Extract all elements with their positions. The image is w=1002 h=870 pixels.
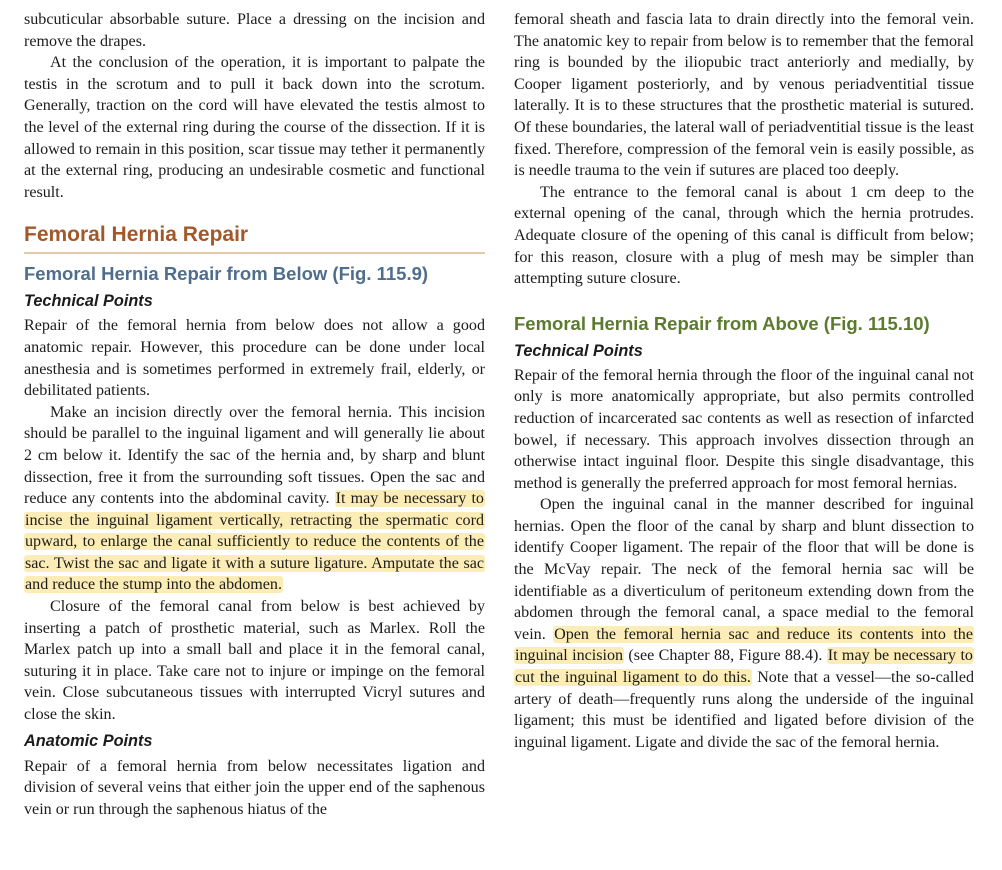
- right-column: [514, 0, 974, 753]
- left-column: [24, 0, 485, 820]
- technical-points-heading: Technical Points: [24, 292, 153, 311]
- incision-text: Make an incision directly over the femoral hernia. This incision should be parallel to the inguinal ligament and will generally lie about 2 cm below it. Identify the sac of the hernia and, by sharp and blunt dissection, free it from the surrounding soft tissues. Open the sac and reduce any contents into the abdominal cavity.: [24, 403, 485, 508]
- paragraph-anatomic: Repair of a femoral hernia from below necessitates ligation and division of several veins that either join the upper end of the saphenous vein or run through the saphenous hiatus of the: [24, 757, 485, 818]
- paragraph-femoral-sheath: femoral sheath and fascia lata to drain directly into the femoral vein. The anatomic key to repair from below is to remember that the femoral ring is bounded by the iliopubic tract anteriorly and medially, by Cooper ligament posteriorly, and by venous periadventitial tissue laterally. It is to these structures that the prosthetic material is sutured. Of these boundaries, the lateral wall of periadventitial tissue is the least fixed. Therefore, compression of the femoral vein is easily possible, as is needle trauma to the vein if sutures are placed too deeply.: [514, 11, 974, 180]
- paragraph-entrance: The entrance to the femoral canal is about 1 cm deep to the external opening of the canal, through which the hernia protrudes. Adequate closure of the opening of this canal is difficult from below; for this reason, closure with a plug of mesh may be simpler than attempting suture closure.: [514, 183, 974, 288]
- subsection-heading-repair-from-above: Femoral Hernia Repair from Above (Fig. 115.10): [514, 312, 930, 334]
- paragraph-open-inguinal: [514, 494, 974, 753]
- open-text-2: (see Chapter 88, Figure 88.4).: [628, 647, 823, 665]
- open-text-1: Open the inguinal canal in the manner described for inguinal hernias. Open the floor of the canal by sharp and blunt dissection to identify Cooper ligament. The repair of the floor that will be done is the McVay repair. The neck of the femoral hernia sac will be identifiable as a diverticulum of peritoneum extending down from the abdomen through the femoral canal, a space medial to the femoral vein.: [514, 496, 974, 643]
- paragraph-closure: Closure of the femoral canal from below is best achieved by inserting a patch of prosthetic material, such as Marlex. Roll the Marlex patch up into a small ball and place it in the femoral canal, suturing it in place. Take care not to injure or impinge on the femoral vein. Close subcutaneous tissues with interrupted Vicryl sutures and close the skin.: [24, 598, 485, 724]
- highlighted-text: It may be necessary to incise the inguinal ligament vertically, retracting the spermatic cord upward, to enlarge the canal sufficiently to reduce the contents of the sac. Twist the sac and ligate it with a suture ligature. Amputate the sac and reduce the stump into the abdomen.: [25, 490, 484, 594]
- paragraph-repair-below: Repair of the femoral hernia from below does not allow a good anatomic repair. However, this procedure can be done under local anesthesia and is sometimes performed in extremely frail, elderly, or debilitated patients.: [24, 317, 485, 400]
- open-text-3: Note that a vessel—the so-called artery of death—frequently runs along the underside of the inguinal ligament; this must be identified and ligated before division of the inguinal ligament. Ligate and divide the sac of the femoral hernia.: [514, 669, 975, 751]
- section-heading-femoral-hernia-repair: Femoral Hernia Repair: [24, 223, 485, 254]
- highlighted-text: Open the femoral hernia sac and reduce its contents into the inguinal incision: [515, 625, 973, 665]
- paragraph-incision: [24, 402, 485, 596]
- highlighted-text: It may be necessary to cut the inguinal ligament to do this.: [515, 647, 973, 687]
- paragraph-intro: subcuticular absorbable suture. Place a dressing on the incision and remove the drapes.: [24, 11, 485, 50]
- subsection-heading-repair-from-below: Femoral Hernia Repair from Below (Fig. 115.9): [24, 263, 429, 285]
- paragraph-conclusion: At the conclusion of the operation, it is important to palpate the testis in the scrotum and to pull it back down into the scrotum. Generally, traction on the cord will have elevated the testis almost to the level of the external ring during the course of the dissection. If it is allowed to remain in this position, scar tissue may tether it permanently at the external ring, producing an undesirable cosmetic and functional result.: [24, 54, 485, 201]
- anatomic-points-heading: Anatomic Points: [24, 731, 153, 750]
- paragraph-repair-above: Repair of the femoral hernia through the floor of the inguinal canal not only is more anatomically appropriate, but also permits controlled reduction of incarcerated sac contents as well as resection of infarcted bowel, if necessary. This approach involves dissection through an otherwise intact inguinal floor. Despite this single disadvantage, this method is generally the preferred approach for most femoral hernias.: [514, 366, 974, 492]
- technical-points-heading: Technical Points: [514, 341, 643, 360]
